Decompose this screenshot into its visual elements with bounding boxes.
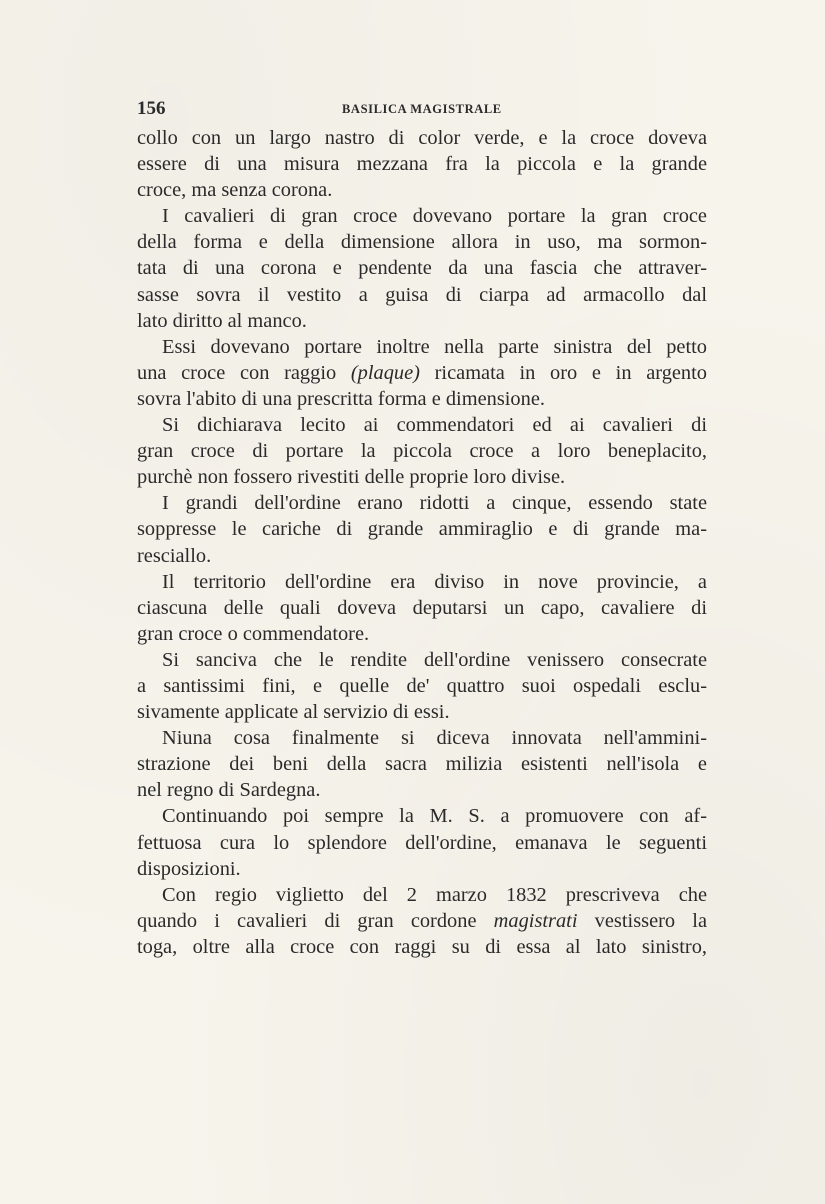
text-line: Il territorio dell'ordine era diviso in nove provincie, a	[162, 570, 707, 593]
text-line: nel regno di Sardegna.	[137, 779, 321, 802]
text-line: strazione dei beni della sacra milizia esistenti nell'isola e	[137, 753, 707, 776]
text-line: sivamente applicate al servizio di essi.	[137, 701, 450, 724]
body-text	[137, 125, 707, 960]
text-line: collo con un largo nastro di color verde, e la croce doveva	[137, 127, 707, 149]
text-line: gran croce o commendatore.	[137, 622, 370, 645]
text-line: gran croce di portare la piccola croce a loro beneplacito,	[137, 440, 707, 463]
text-line: essere di una misura mezzana fra la piccola e la grande	[137, 153, 707, 176]
text-line: ciascuna delle quali doveva deputarsi un capo, cavaliere di	[137, 596, 707, 619]
italic-term: (plaque)	[350, 361, 420, 384]
text-line: disposizioni.	[137, 857, 241, 880]
text-line: sasse sovra il vestito a guisa di ciarpa ad armacollo dal	[137, 283, 707, 306]
text-line: resciallo.	[137, 544, 212, 567]
text-line: a santissimi fini, e quelle de' quattro suoi ospedali esclu-	[137, 674, 707, 697]
text-line: tata di una corona e pendente da una fascia che attraver-	[137, 257, 707, 280]
text-line: I grandi dell'ordine erano ridotti a cinque, essendo state	[162, 492, 707, 515]
text-line: Con regio viglietto del 2 marzo 1832 prescriveva che	[162, 883, 707, 906]
text-line: croce, ma senza corona.	[137, 179, 333, 202]
text-line: sovra l'abito di una prescritta forma e dimensione.	[137, 387, 545, 410]
page-number: 156	[137, 98, 166, 119]
text-line: Continuando poi sempre la M. S. a promuovere con af-	[162, 805, 707, 828]
text-line: lato diritto al manco.	[137, 309, 307, 332]
text-line: Essi dovevano portare inoltre nella parte sinistra del petto	[162, 335, 707, 358]
text-line: Si sanciva che le rendite dell'ordine venissero consecrate	[162, 648, 707, 671]
text-line: purchè non fossero rivestiti delle proprie loro divise.	[137, 466, 566, 489]
text-line: I cavalieri di gran croce dovevano portare la gran croce	[162, 205, 707, 228]
text-line: fettuosa cura lo splendore dell'ordine, emanava le seguenti	[137, 831, 707, 854]
page-header	[137, 98, 707, 118]
text-line: quando i cavalieri di gran cordone magistrati vestissero la	[137, 909, 707, 932]
text-line: toga, oltre alla croce con raggi su di essa al lato sinistro,	[137, 935, 707, 958]
text-line: Si dichiarava lecito ai commendatori ed ai cavalieri di	[162, 414, 707, 437]
text-line: soppresse le cariche di grande ammiraglio e di grande ma-	[137, 518, 707, 541]
text-line: Niuna cosa finalmente si diceva innovata nell'ammini-	[162, 727, 707, 750]
text-line: della forma e della dimensione allora in uso, ma sormon-	[137, 231, 707, 254]
text-line: una croce con raggio (plaque) ricamata in oro e in argento	[137, 361, 707, 384]
running-head: BASILICA MAGISTRALE	[342, 102, 502, 116]
italic-term: magistrati	[493, 909, 578, 932]
